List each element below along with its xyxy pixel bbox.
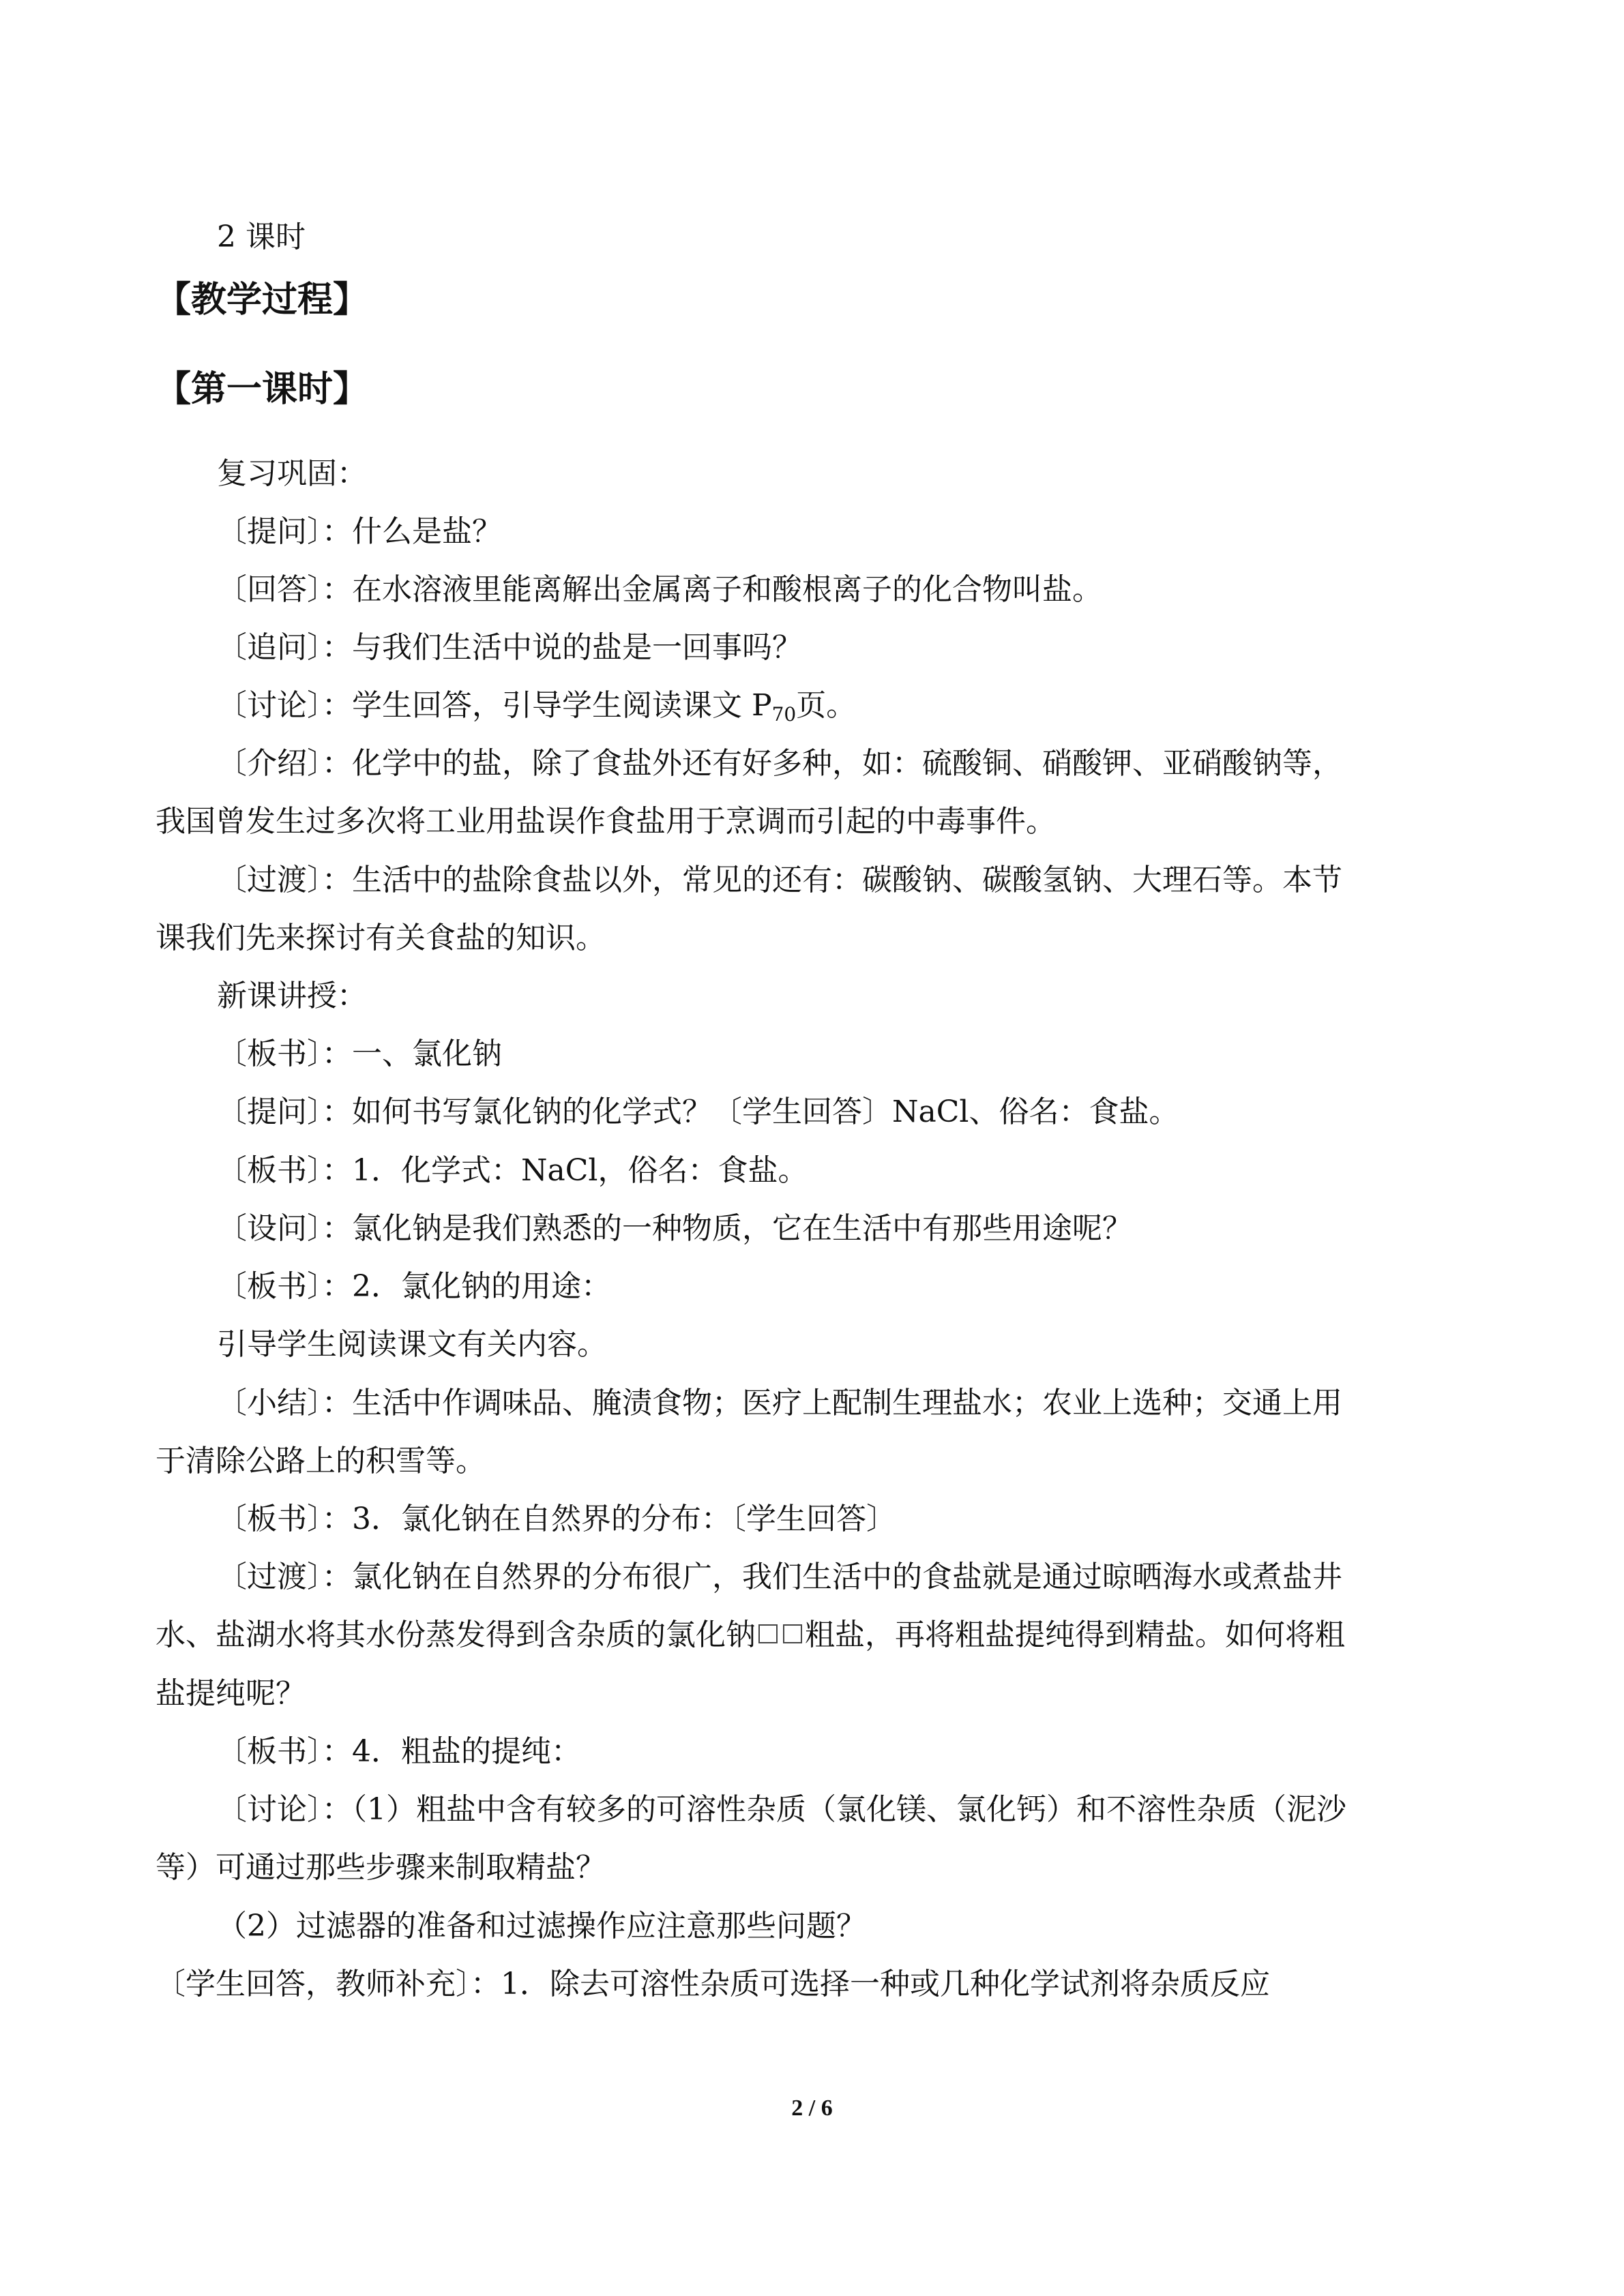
paragraph-line: 于清除公路上的积雪等。 — [156, 1444, 486, 1478]
paragraph-line: 〔板书〕：2．氯化钠的用途： — [217, 1269, 611, 1304]
paragraph-line: 复习巩固： — [217, 456, 367, 491]
paragraph-line: 我国曾发生过多次将工业用盐误作食盐用于烹调而引起的中毒事件。 — [156, 804, 1056, 839]
discussion-text-end: 页。 — [796, 688, 857, 723]
paragraph-line: 等）可通过那些步骤来制取精盐？ — [156, 1850, 606, 1885]
paragraph-line: 〔小结〕：生活中作调味品、腌渍食物；医疗上配制生理盐水；农业上选种；交通上用 — [217, 1386, 1342, 1420]
page-subscript: 70 — [771, 703, 797, 726]
missing-glyph-box — [783, 1624, 802, 1643]
discussion-text: 〔讨论〕：学生回答，引导学生阅读课文 P — [217, 688, 772, 723]
page-number: 2 / 6 — [791, 2096, 833, 2121]
paragraph-line: 引导学生阅读课文有关内容。 — [217, 1327, 607, 1362]
paragraph-line: 新课讲授： — [217, 979, 367, 1013]
transition-text: 水、盐湖水将其水份蒸发得到含杂质的氯化钠 — [156, 1617, 756, 1652]
section-heading-teaching-process: 【教学过程】 — [156, 280, 369, 320]
lesson-hours: 2 课时 — [217, 220, 306, 254]
paragraph-line: 课我们先来探讨有关食盐的知识。 — [156, 921, 606, 955]
paragraph-line: 〔板书〕：4．粗盐的提纯： — [217, 1734, 581, 1769]
paragraph-line: 〔板书〕：3．氯化钠在自然界的分布：〔学生回答〕 — [217, 1502, 896, 1536]
paragraph-line — [156, 1615, 1345, 1656]
paragraph-line: 〔追问〕：与我们生活中说的盐是一回事吗？ — [217, 630, 802, 665]
missing-glyph-box — [758, 1624, 778, 1643]
paragraph-line: 〔讨论〕：（1）粗盐中含有较多的可溶性杂质（氯化镁、氯化钙）和不溶性杂质（泥沙 — [217, 1792, 1346, 1827]
paragraph-line: 〔介绍〕：化学中的盐，除了食盐外还有好多种，如：硫酸铜、硝酸钾、亚硝酸钠等， — [217, 746, 1342, 781]
paragraph-line: 〔提问〕：如何书写氯化钠的化学式？〔学生回答〕NaCl、俗名：食盐。 — [217, 1094, 1179, 1129]
paragraph-line: 〔学生回答，教师补充〕：1．除去可溶性杂质可选择一种或几种化学试剂将杂质反应 — [156, 1967, 1270, 2001]
paragraph-line: 〔提问〕：什么是盐？ — [217, 514, 502, 549]
paragraph-line: 〔回答〕：在水溶液里能离解出金属离子和酸根离子的化合物叫盐。 — [217, 572, 1102, 607]
transition-text-end: 粗盐，再将粗盐提纯得到精盐。如何将粗 — [805, 1617, 1345, 1652]
paragraph-line: 〔过渡〕：生活中的盐除食盐以外，常见的还有：碳酸钠、碳酸氢钠、大理石等。本节 — [217, 863, 1342, 897]
paragraph-line: 〔设问〕：氯化钠是我们熟悉的一种物质，它在生活中有那些用途呢？ — [217, 1211, 1132, 1246]
paragraph-line — [217, 685, 856, 726]
section-heading-first-lesson: 【第一课时】 — [156, 369, 369, 410]
paragraph-line: 〔过渡〕：氯化钠在自然界的分布很广，我们生活中的食盐就是通过晾晒海水或煮盐井 — [217, 1560, 1342, 1594]
paragraph-line: 〔板书〕：1．化学式：NaCl，俗名：食盐。 — [217, 1153, 808, 1188]
paragraph-line: 盐提纯呢？ — [156, 1676, 306, 1711]
paragraph-line: （2）过滤器的准备和过滤操作应注意那些问题？ — [217, 1909, 866, 1943]
paragraph-line: 〔板书〕：一、氯化钠 — [217, 1037, 502, 1071]
